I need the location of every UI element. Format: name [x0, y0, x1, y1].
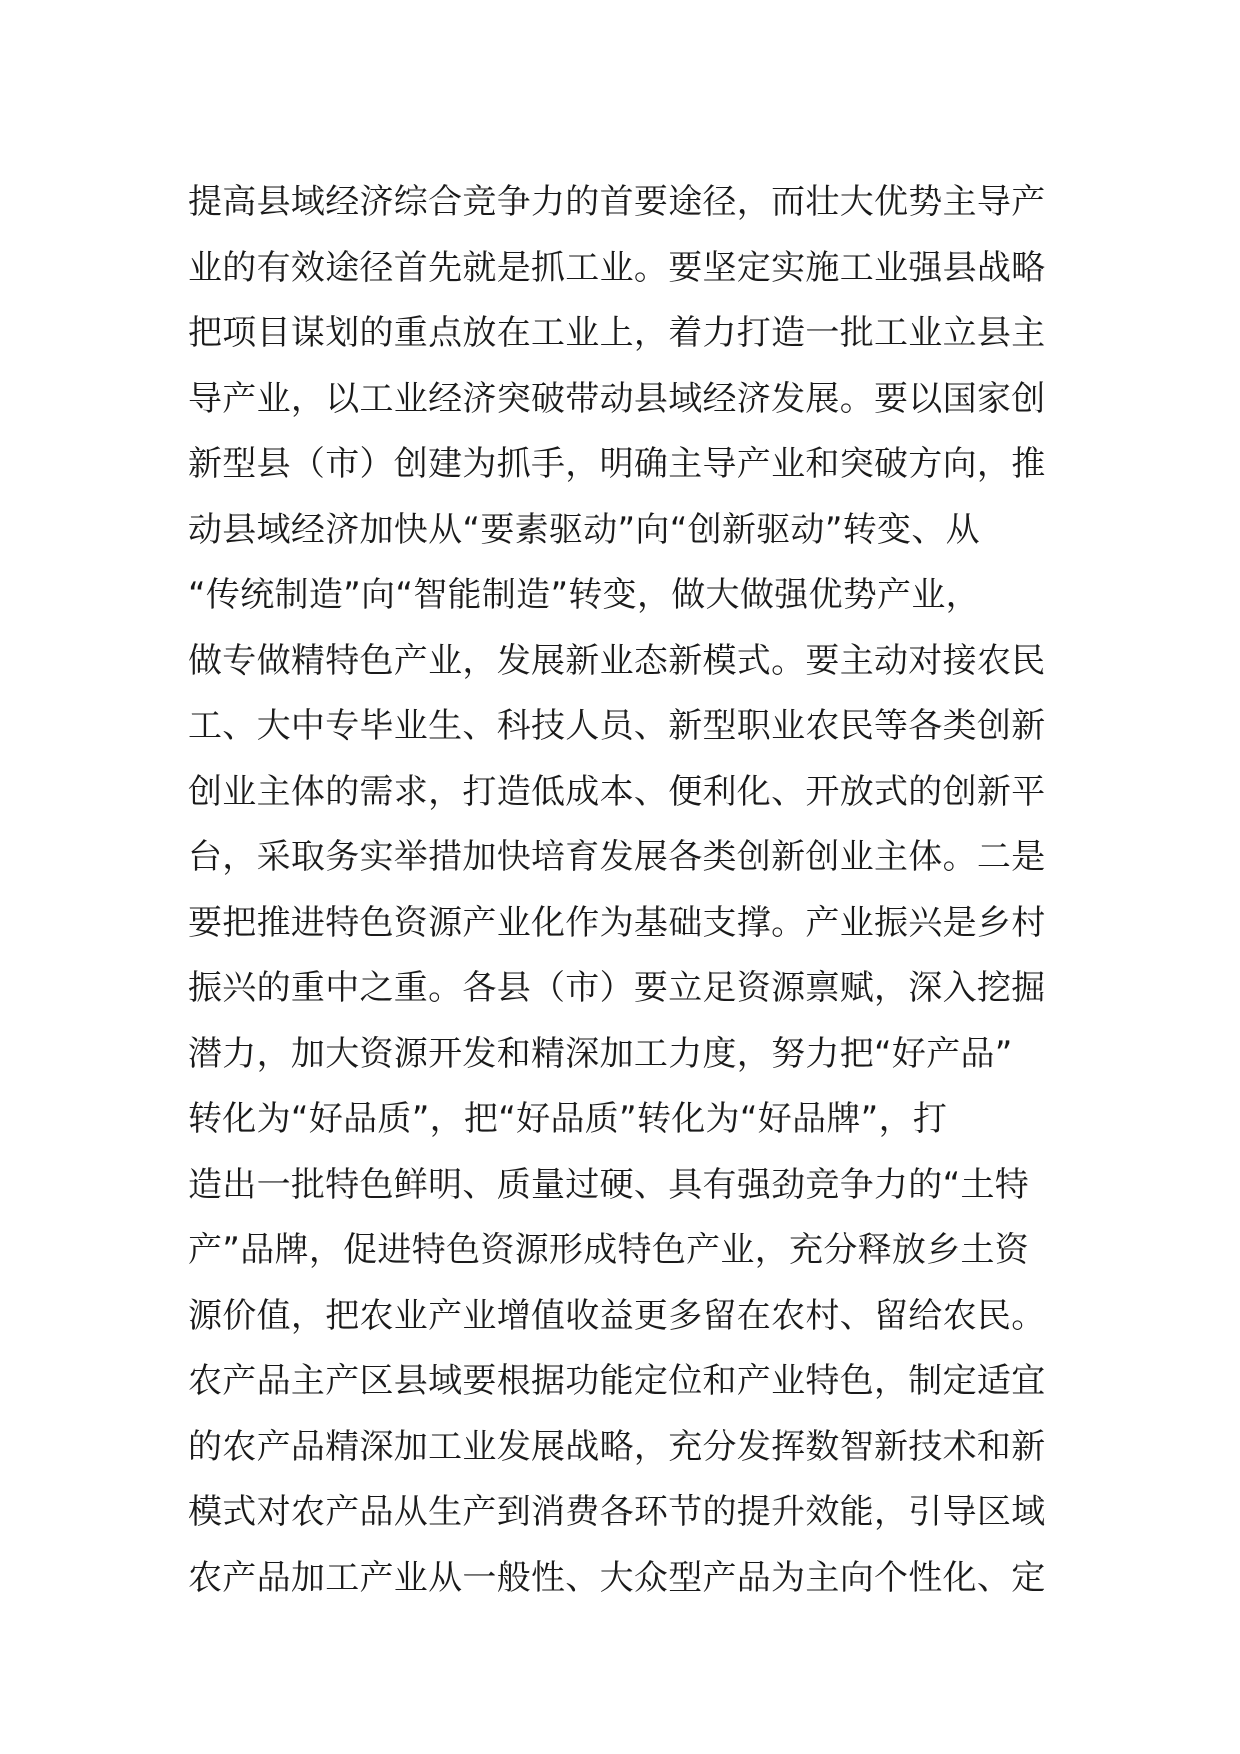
text-line-19: 农产品主产区县域要根据功能定位和产业特色，制定适宜	[188, 1361, 1046, 1401]
text-line-8: 做专做精特色产业，发展新业态新模式。要主动对接农民	[188, 640, 1046, 681]
text-line-5: 新型县（市）创建为抓手，明确主导产业和突破方向，推	[188, 444, 1046, 484]
text-line-12: 要把推进特色资源产业化作为基础支撑。产业振兴是乡村	[188, 902, 1046, 943]
text-line-7: “传统制造”向“智能制造”转变，做大做强优势产业，	[188, 575, 980, 615]
text-line-13: 振兴的重中之重。各县（市）要立足资源禀赋，深入挖掘	[188, 968, 1046, 1008]
text-line-20: 的农产品精深加工业发展战略，充分发挥数智新技术和新	[188, 1426, 1046, 1467]
text-line-22: 农产品加工产业从一般性、大众型产品为主向个性化、定	[188, 1557, 1046, 1598]
text-line-6: 动县域经济加快从“要素驱动”向“创新驱动”转变、从	[188, 509, 980, 550]
text-line-2: 业的有效途径首先就是抓工业。要坚定实施工业强县战略	[188, 247, 1046, 288]
text-line-9: 工、大中专毕业生、科技人员、新型职业农民等各类创新	[188, 706, 1046, 746]
text-line-10: 创业主体的需求，打造低成本、便利化、开放式的创新平	[188, 771, 1046, 812]
text-line-11: 台，采取务实举措加快培育发展各类创新创业主体。二是	[188, 837, 1046, 877]
body-text	[188, 170, 1068, 1611]
text-line-14: 潜力，加大资源开发和精深加工力度，努力把“好产品”	[188, 1033, 1013, 1074]
text-line-21: 模式对农产品从生产到消费各环节的提升效能，引导区域	[188, 1492, 1046, 1532]
text-line-15: 转化为“好品质”，把“好品质”转化为“好品牌”，打	[188, 1099, 948, 1139]
text-line-3: 把项目谋划的重点放在工业上，着力打造一批工业立县主	[188, 313, 1046, 353]
text-line-16: 造出一批特色鲜明、质量过硬、具有强劲竞争力的“土特	[188, 1164, 1030, 1205]
text-line-1: 提高县域经济综合竞争力的首要途径，而壮大优势主导产	[188, 182, 1046, 222]
text-line-4: 导产业，以工业经济突破带动县域经济发展。要以国家创	[188, 378, 1046, 419]
text-line-17: 产”品牌，促进特色资源形成特色产业，充分释放乡土资	[188, 1230, 1030, 1270]
text-line-18: 源价值，把农业产业增值收益更多留在农村、留给农民。	[188, 1295, 1046, 1336]
